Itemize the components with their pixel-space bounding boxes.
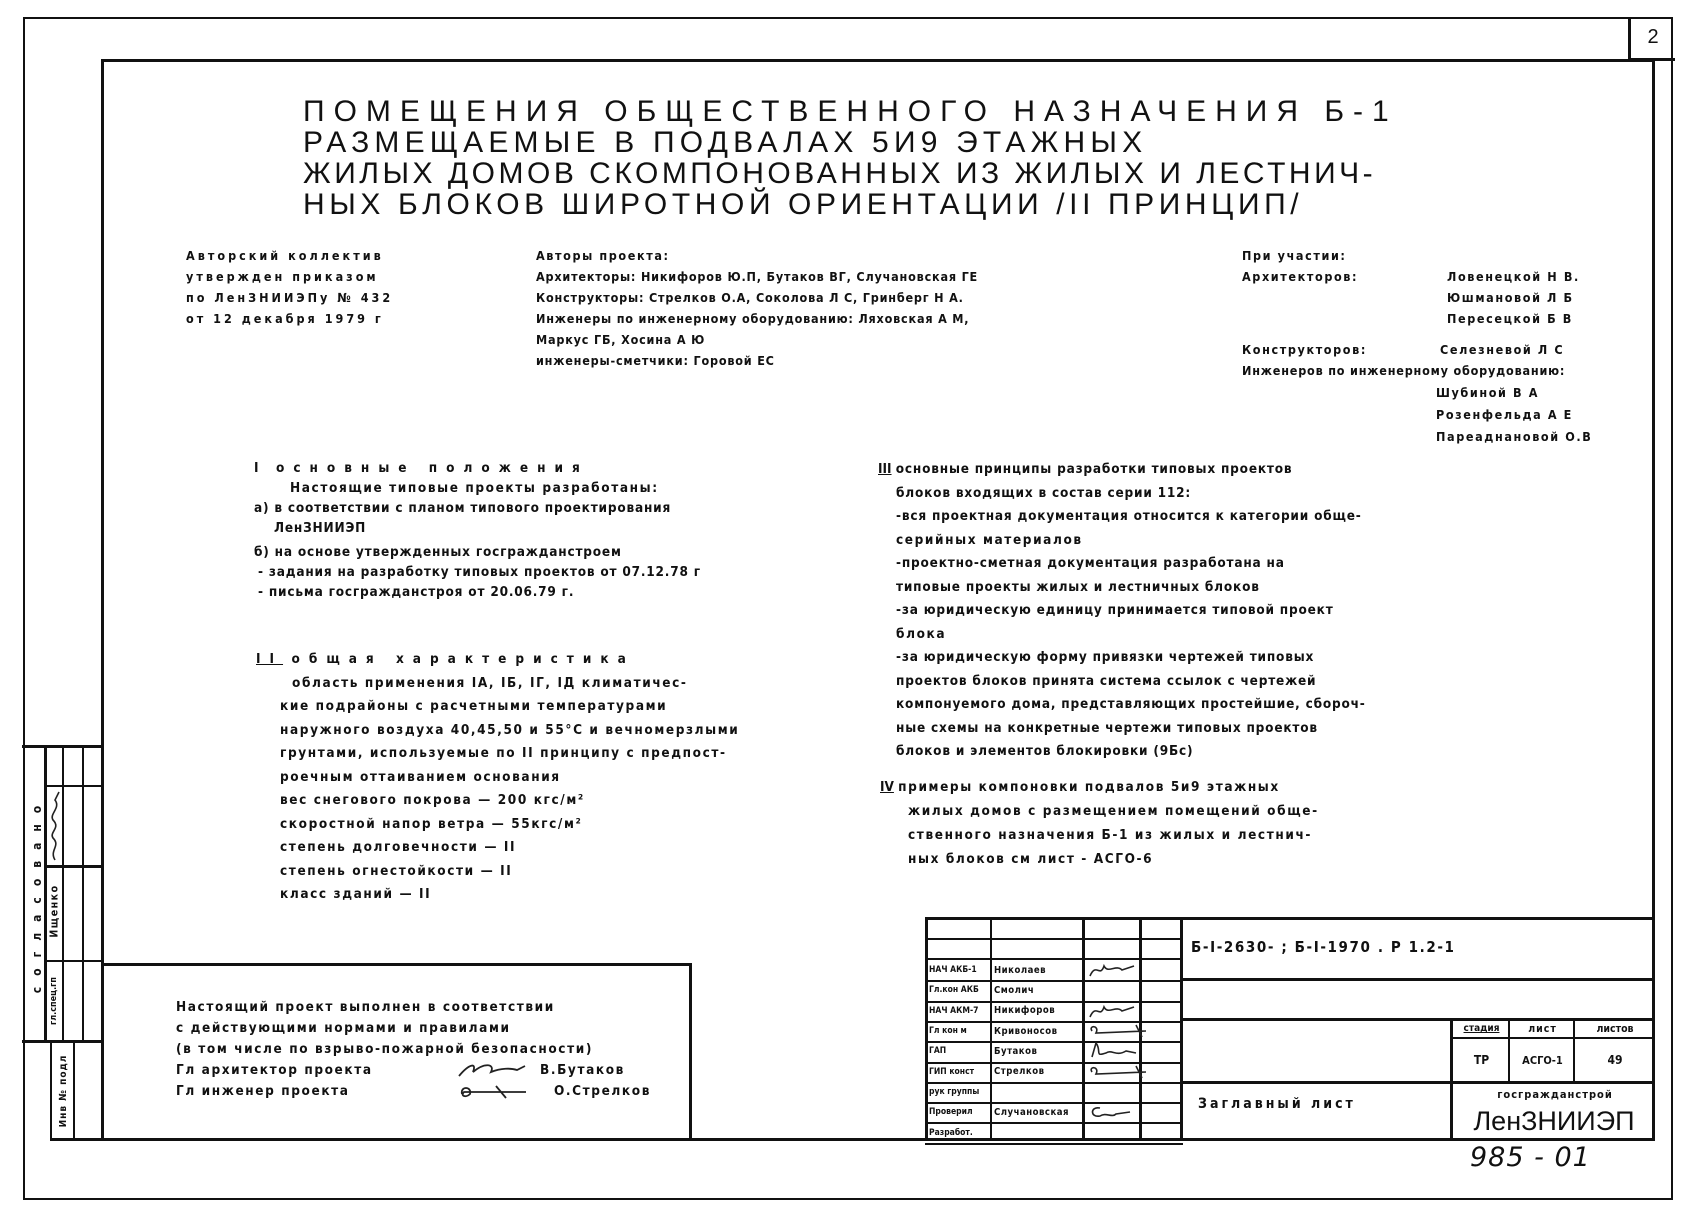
signature-role: ГИП конст bbox=[929, 1066, 975, 1077]
drawing-code: Б-I-2630- ; Б-I-1970 . Р 1.2-1 bbox=[1191, 938, 1456, 956]
authors-note-line: Авторский коллектив bbox=[186, 248, 384, 263]
participants-header: При участии: bbox=[1242, 248, 1347, 263]
section-numeral: II bbox=[256, 651, 284, 667]
side-stamp-signer-name: Ищенко bbox=[48, 884, 61, 938]
section-line: проектов блоков принята система ссылок с чертежей bbox=[896, 672, 1317, 689]
document-title bbox=[303, 96, 1503, 220]
section-line: грунтами, используемые по II принципу с предпост- bbox=[280, 745, 727, 761]
participant-name: Селезневой Л С bbox=[1440, 342, 1565, 357]
section-line: - письма госгражданстроя от 20.06.79 г. bbox=[258, 584, 575, 600]
participants-engineers-label: Инженеров по инженерному оборудованию: bbox=[1242, 363, 1566, 378]
signature-role: НАЧ АКМ-7 bbox=[929, 1005, 979, 1016]
section-2 bbox=[256, 648, 739, 907]
side-stamp-agreed: согласовано bbox=[30, 794, 44, 994]
chief-engineer-name: О.Стрелков bbox=[554, 1083, 651, 1099]
signature-name: Бутаков bbox=[994, 1045, 1038, 1057]
project-authors-heading: Авторы проекта: bbox=[536, 248, 670, 263]
title-line: ЖИЛЫХ ДОМОВ СКОМПОНОВАННЫХ ИЗ ЖИЛЫХ И ЛЕСТНИЧ- bbox=[303, 157, 1377, 190]
section-numeral: IV bbox=[880, 779, 894, 795]
note-box-right-border bbox=[689, 963, 692, 1140]
signature-table-row-line bbox=[925, 1143, 1183, 1145]
stage-label: стадия bbox=[1463, 1023, 1500, 1034]
section-line: компонуемого дома, представляющих простейшие, сбороч- bbox=[896, 696, 1366, 712]
signature-role: ГАП bbox=[929, 1046, 947, 1057]
section-line: - задания на разработку типовых проектов от 07.12.78 г bbox=[258, 564, 701, 580]
archive-number: 985 - 01 bbox=[1470, 1142, 1591, 1173]
section-line: степень огнестойкости — II bbox=[280, 862, 513, 879]
project-authors-line: инженеры-сметчики: Горовой ЕС bbox=[536, 353, 775, 368]
chief-architect-label: Гл архитектор проекта bbox=[176, 1062, 373, 1078]
section-line: -проектно-сметная документация разработана на bbox=[896, 555, 1285, 571]
project-authors-line: Маркус ГБ, Хосина А Ю bbox=[536, 332, 706, 347]
participants-architects bbox=[1447, 266, 1580, 329]
section-line: ственного назначения Б-1 из жилых и лестнич- bbox=[908, 827, 1313, 843]
signature-role: Проверил bbox=[929, 1107, 973, 1118]
section-line: типовые проекты жилых и лестничных блоков bbox=[896, 578, 1260, 595]
side-stamp-signature bbox=[47, 790, 63, 862]
signature-mark bbox=[1086, 1062, 1156, 1082]
signature-role: НАЧ АКБ-1 bbox=[929, 965, 977, 976]
org-logo-name: ЛенЗНИИЭП bbox=[1473, 1105, 1635, 1136]
participant-name: Шубиной В А bbox=[1436, 385, 1540, 400]
section-line: ЛенЗНИИЭП bbox=[274, 520, 367, 536]
signature-mark bbox=[1086, 1021, 1156, 1041]
authors-note bbox=[186, 245, 393, 329]
inventory-box-border bbox=[50, 1138, 101, 1141]
section-line: серийных материалов bbox=[896, 531, 1083, 548]
signature-mark bbox=[1086, 1001, 1156, 1021]
signature-name: Смолич bbox=[994, 984, 1035, 996]
section-line: наружного воздуха 40,45,50 и 55°С и вечномерзлыми bbox=[280, 721, 740, 738]
signature-name: Стрелков bbox=[994, 1066, 1045, 1078]
section-1 bbox=[254, 458, 701, 602]
participants-engineers bbox=[1436, 382, 1592, 448]
stage-value: ТР bbox=[1473, 1053, 1490, 1067]
note-line: с действующими нормами и правилами bbox=[176, 1020, 511, 1036]
signature-table-row-line bbox=[925, 938, 1183, 940]
chief-engineer-label: Гл инженер проекта bbox=[176, 1083, 350, 1099]
authors-note-line: по ЛенЗНИИЭПу № 432 bbox=[186, 290, 394, 305]
signature-mark bbox=[1086, 960, 1156, 980]
chief-architect-row bbox=[176, 1060, 373, 1081]
inventory-box-border bbox=[73, 1043, 75, 1140]
section-line: примеры компоновки подвалов 5и9 этажных bbox=[898, 779, 1280, 795]
signature-role: Гл кон м bbox=[929, 1026, 967, 1037]
sheets-value: 49 bbox=[1607, 1053, 1623, 1067]
section-line: а) в соответствии с планом типового проектирования bbox=[254, 500, 672, 516]
chief-architect-signature bbox=[455, 1058, 535, 1082]
section-line: кие подрайоны с расчетными температурами bbox=[280, 698, 668, 714]
project-authors-line: Конструкторы: Стрелков О.А, Соколова Л С, Гринберг Н А. bbox=[536, 290, 964, 305]
signature-mark bbox=[1086, 1041, 1156, 1061]
title-line: НЫХ БЛОКОВ ШИРОТНОЙ ОРИЕНТАЦИИ /II ПРИНЦИП/ bbox=[303, 188, 1304, 221]
side-stamp-signer-role: гл.спец.гп bbox=[49, 976, 59, 1026]
inventory-label: Инв № подл bbox=[58, 1054, 69, 1128]
section-line: скоростной напор ветра — 55кгс/м² bbox=[280, 815, 583, 832]
section-line: жилых домов с размещением помещений обще- bbox=[908, 803, 1319, 819]
side-stamp-row-line bbox=[44, 960, 101, 962]
signature-role: Разработ. bbox=[929, 1127, 973, 1138]
section-line: блоков входящих в состав серии 112: bbox=[896, 484, 1192, 501]
note-line: Настоящий проект выполнен в соответствии bbox=[176, 999, 555, 1015]
section-line: б) на основе утвержденных госгражданстроем bbox=[254, 544, 622, 560]
section-line: ные схемы на конкретные чертежи типовых проектов bbox=[896, 719, 1318, 736]
sheets-label: листов bbox=[1596, 1022, 1634, 1035]
page-number: 2 bbox=[1628, 17, 1675, 61]
participant-name: Розенфельда А Е bbox=[1436, 407, 1573, 422]
inventory-box-border bbox=[50, 1043, 52, 1140]
chief-architect-name: В.Бутаков bbox=[540, 1062, 625, 1078]
compliance-note bbox=[176, 997, 593, 1060]
title-block-col-line bbox=[1082, 917, 1085, 1141]
chief-engineer-signature bbox=[456, 1082, 546, 1102]
signature-name: Никифоров bbox=[994, 1005, 1056, 1017]
sheet-label: лист bbox=[1528, 1022, 1557, 1035]
section-heading: основные положения bbox=[275, 460, 589, 476]
participant-name: Пареаднановой О.В bbox=[1436, 429, 1593, 444]
side-stamp-divider bbox=[82, 745, 84, 1041]
sheet-title: Заглавный лист bbox=[1198, 1096, 1356, 1112]
project-authors-line: Архитекторы: Никифоров Ю.П, Бутаков ВГ, Случановская ГЕ bbox=[536, 269, 979, 284]
authors-note-line: утвержден приказом bbox=[186, 269, 379, 284]
section-line: роечным оттаиванием основания bbox=[280, 768, 561, 785]
section-line: класс зданий — II bbox=[280, 886, 432, 902]
signature-role: рук группы bbox=[929, 1086, 980, 1097]
section-line: блока bbox=[896, 625, 947, 642]
participants-constructors-label: Конструкторов: bbox=[1242, 342, 1367, 357]
section-line: -вся проектная документация относится к категории обще- bbox=[896, 508, 1362, 524]
section-4 bbox=[880, 775, 1319, 871]
section-line: вес снегового покрова — 200 кгс/м² bbox=[280, 792, 585, 808]
signature-name: Николаев bbox=[994, 964, 1047, 976]
section-line: блоков и элементов блокировки (9Бс) bbox=[896, 743, 1194, 759]
section-line: -за юридическую форму привязки чертежей типовых bbox=[896, 649, 1315, 665]
section-line: степень долговечности — II bbox=[280, 839, 517, 855]
project-authors bbox=[536, 245, 978, 371]
note-box-top-border bbox=[101, 963, 692, 966]
signature-name: Кривоносов bbox=[994, 1025, 1058, 1037]
participant-name: Пересецкой Б В bbox=[1447, 311, 1573, 326]
section-3 bbox=[878, 458, 1366, 764]
participants bbox=[1242, 245, 1358, 287]
section-line: основные принципы разработки типовых проектов bbox=[895, 461, 1293, 477]
project-authors-line: Инженеры по инженерному оборудованию: Ляховская А М, bbox=[536, 311, 970, 326]
title-line: ПОМЕЩЕНИЯ ОБЩЕСТВЕННОГО НАЗНАЧЕНИЯ Б-1 bbox=[303, 95, 1398, 128]
section-line: ных блоков см лист - АСГО-6 bbox=[908, 851, 1154, 867]
title-line: РАЗМЕЩАЕМЫЕ В ПОДВАЛАХ 5И9 ЭТАЖНЫХ bbox=[303, 126, 1148, 159]
section-numeral: III bbox=[878, 461, 892, 477]
section-heading: общая характеристика bbox=[291, 651, 635, 667]
signature-role: Гл.кон АКБ bbox=[929, 985, 979, 996]
participant-name: Ловенецкой Н В. bbox=[1447, 269, 1580, 284]
participant-name: Юшмановой Л Б bbox=[1447, 290, 1574, 305]
signature-mark bbox=[1086, 1102, 1156, 1122]
title-block-row-line bbox=[1183, 978, 1655, 981]
sheet-value: АСГО-1 bbox=[1522, 1053, 1563, 1067]
note-line: (в том числе по взрыво-пожарной безопасности) bbox=[176, 1041, 594, 1057]
section-line: Настоящие типовые проекты разработаны: bbox=[290, 480, 659, 496]
signature-name: Случановская bbox=[994, 1106, 1070, 1118]
authors-note-line: от 12 декабря 1979 г bbox=[186, 311, 384, 326]
title-block-col-line bbox=[1180, 917, 1183, 1141]
section-line: -за юридическую единицу принимается типовой проект bbox=[896, 602, 1334, 618]
participants-architects-label: Архитекторов: bbox=[1242, 269, 1359, 284]
section-line: область применения IА, IБ, IГ, IД климатичес- bbox=[292, 674, 688, 691]
org-upper: госгражданстрой bbox=[1497, 1087, 1613, 1101]
signature-name bbox=[992, 1122, 1082, 1142]
side-stamp-row-line bbox=[44, 785, 101, 787]
signature-name bbox=[992, 1082, 1082, 1102]
section-numeral: I bbox=[254, 460, 268, 476]
